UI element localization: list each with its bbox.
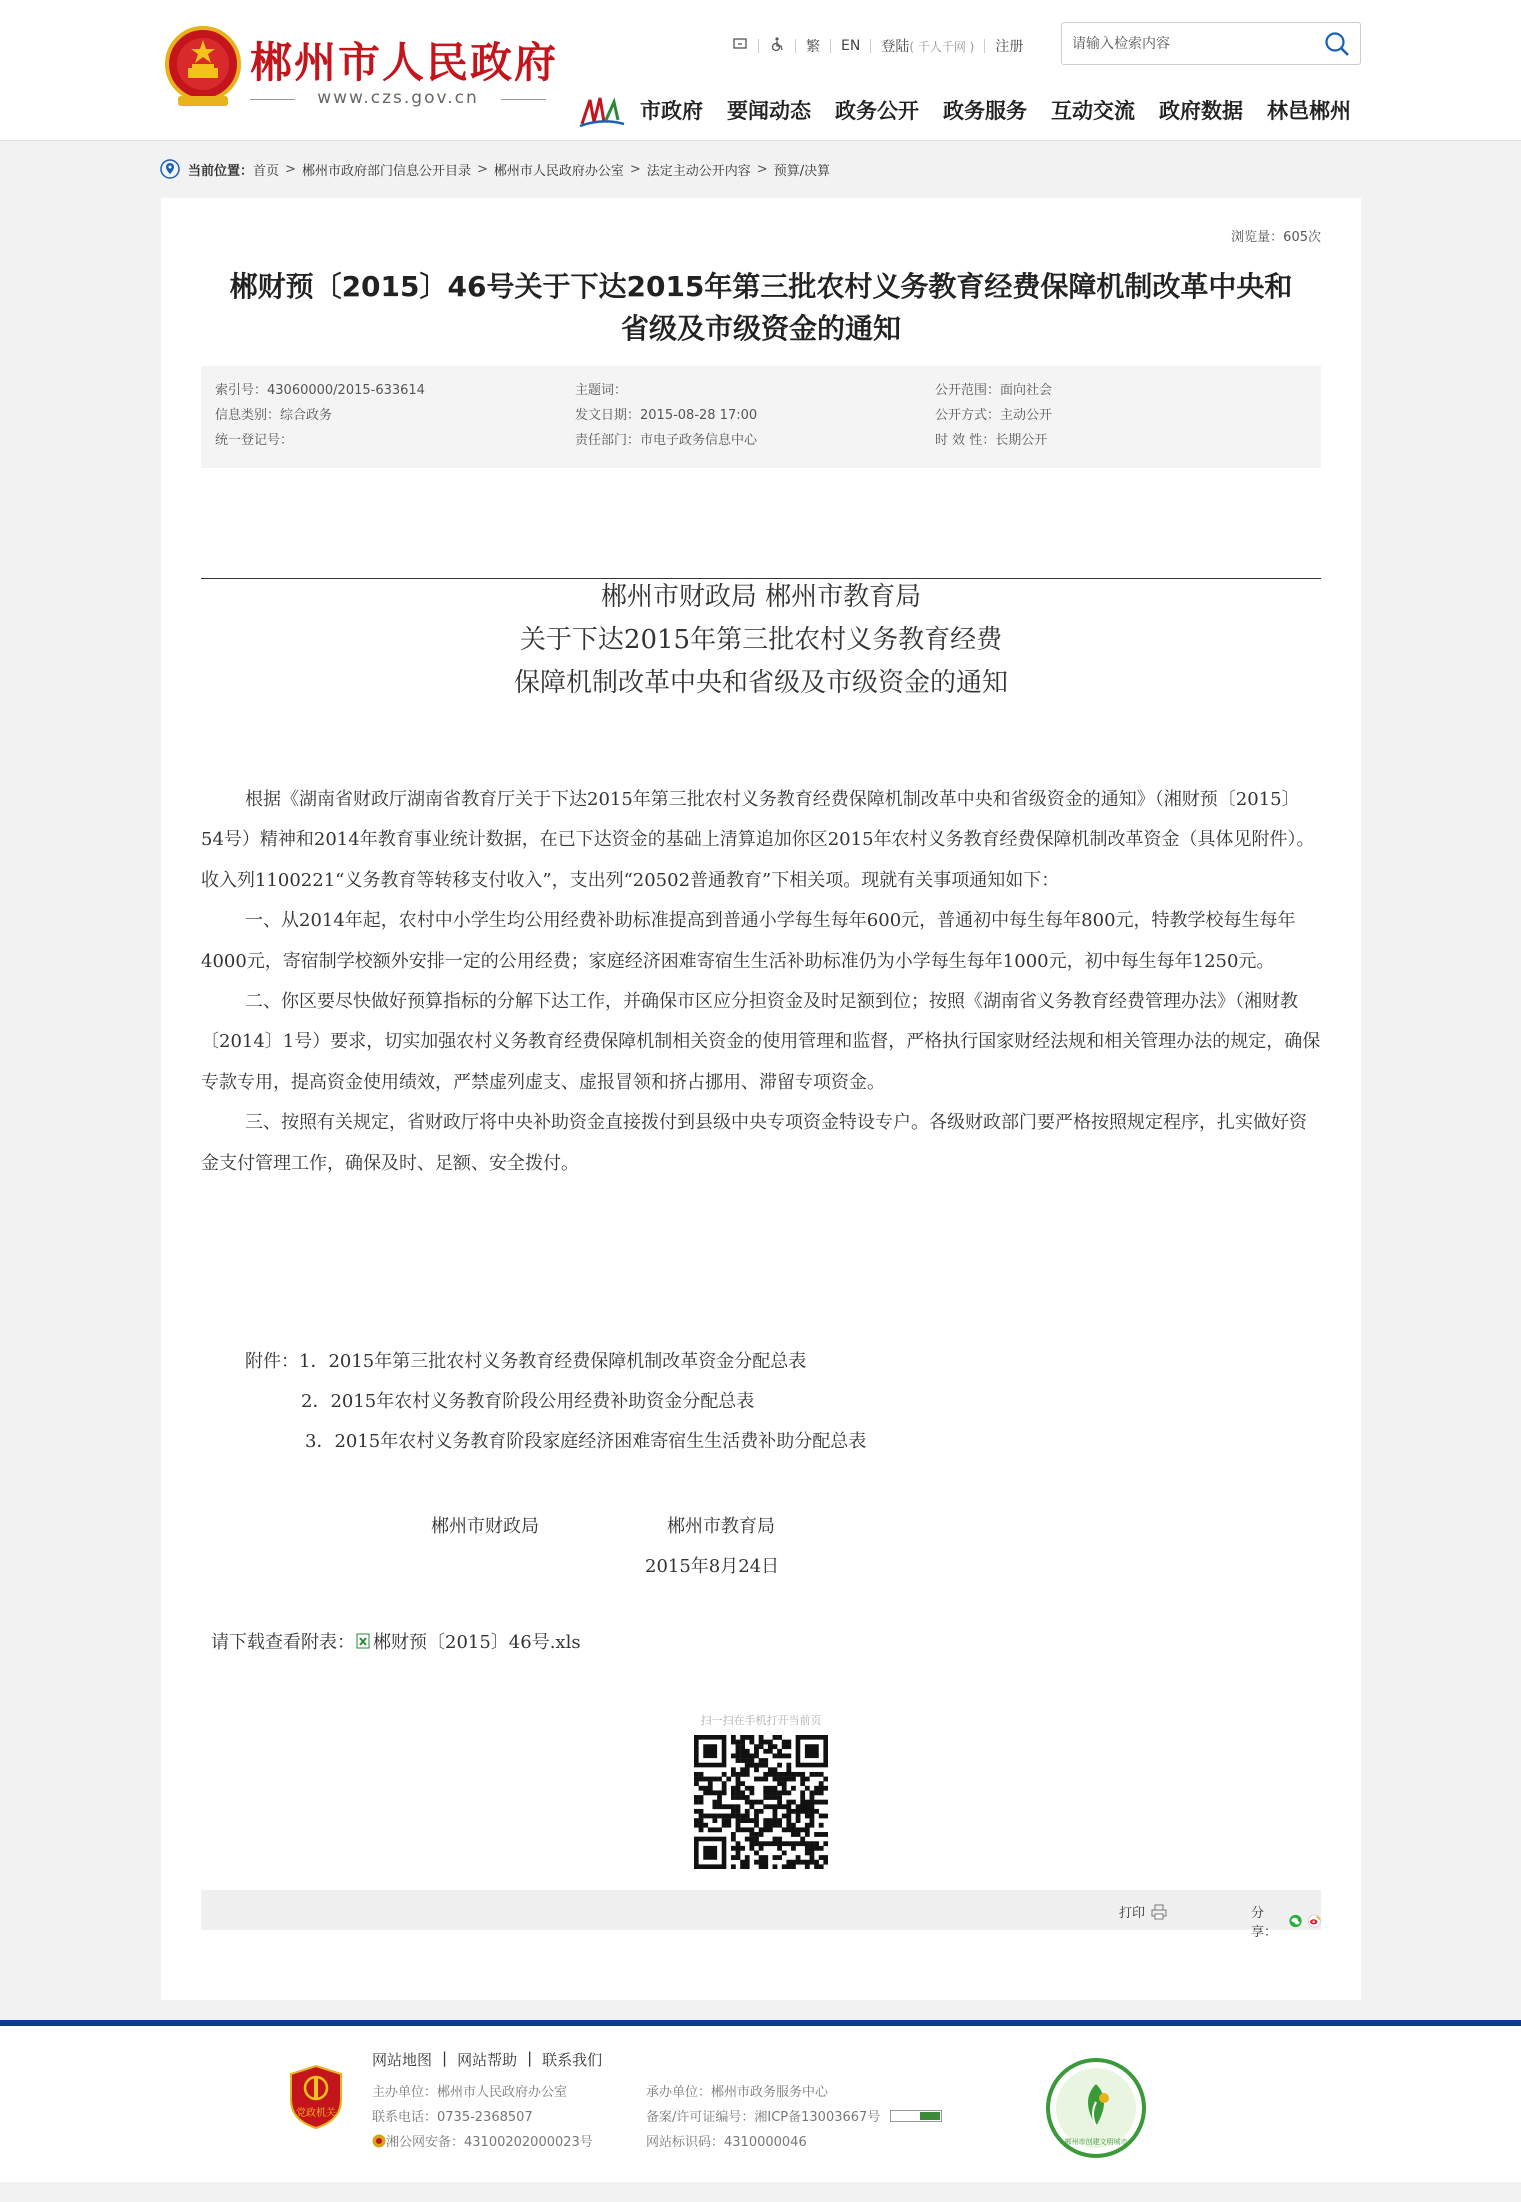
meta-department: 责任部门：市电子政务信息中心 <box>575 433 758 448</box>
wheelchair-icon[interactable] <box>759 36 795 56</box>
site-footer <box>0 2026 1521 2182</box>
nav-item-interaction[interactable]: 互动交流 <box>1051 99 1135 123</box>
breadcrumb-label: 当前位置： <box>188 163 254 179</box>
download-row <box>211 1628 581 1654</box>
document-body <box>201 780 1321 1184</box>
qr-code <box>694 1735 828 1869</box>
footer-host: 主办单位：郴州市人民政府办公室 <box>372 2085 568 2100</box>
paragraph: 根据《湖南省财政厅湖南省教育厅关于下达2015年第三批农村义务教育经费保障机制改革中央和省级资金的通知》（湘财预〔2015〕54号）精神和2014年教育事业统计数据，在已下达资金的基础上清算追加你区2015年农村义务教育经费保障机制改革资金（具体见附件）。收入列1100221“义务教育等转移支付收入”，支出列“20502普通教育”下相关项。现就有关事项通知如下： <box>201 789 1315 891</box>
main-nav <box>640 92 1351 130</box>
excel-file-icon <box>355 1633 371 1649</box>
national-emblem-icon[interactable] <box>164 26 242 112</box>
document-meta <box>201 366 1321 468</box>
search-box <box>1061 22 1361 65</box>
footer-site-id: 网站标识码：4310000046 <box>646 2135 807 2150</box>
divider: | <box>527 2049 533 2067</box>
svg-text:郴州市创建文明城市: 郴州市创建文明城市 <box>1064 2138 1128 2146</box>
printer-icon <box>1151 1904 1167 1920</box>
document-heading: 郴州市财政局 郴州市教育局 关于下达2015年第三批农村义务教育经费 保障机制改革中央和省级及市级资金的通知 <box>513 582 1008 698</box>
weibo-icon[interactable] <box>1308 1913 1321 1929</box>
nav-item-city-government[interactable]: 市政府 <box>640 99 703 123</box>
breadcrumb <box>160 158 830 180</box>
divider: | <box>442 2049 448 2067</box>
breadcrumb-separator: > <box>285 161 296 177</box>
location-pin-icon <box>160 159 180 179</box>
breadcrumb-separator: > <box>629 161 641 177</box>
article-panel <box>161 198 1361 2000</box>
download-file-link[interactable]: 郴财预〔2015〕46号.xls <box>373 1632 581 1653</box>
breadcrumb-home[interactable]: 首页 <box>253 163 280 179</box>
meta-method: 公开方式：主动公开 <box>935 408 1053 423</box>
nav-item-news[interactable]: 要闻动态 <box>727 99 811 123</box>
svg-text:党政机关: 党政机关 <box>296 2108 336 2119</box>
breadcrumb-public-content[interactable]: 法定主动公开内容 <box>646 163 751 179</box>
wechat-icon[interactable] <box>1289 1913 1302 1929</box>
meta-category: 信息类别：综合政务 <box>215 408 333 423</box>
signature-org: 郴州市财政局 <box>431 1516 539 1537</box>
signature-org: 郴州市教育局 <box>667 1516 775 1537</box>
share-bar <box>201 1890 1321 1940</box>
signature-date: 2015年8月24日 <box>645 1556 780 1577</box>
search-icon[interactable] <box>1324 31 1350 57</box>
footer-info-left <box>372 2080 593 2155</box>
footer-links <box>372 2049 602 2070</box>
breadcrumb-separator: > <box>476 161 488 177</box>
footer-organizer: 承办单位：郴州市政务服务中心 <box>646 2085 829 2100</box>
meta-scope: 公开范围：面向社会 <box>935 383 1053 398</box>
traditional-chinese-link[interactable]: 繁 <box>806 39 820 55</box>
party-gov-badge-icon[interactable] <box>289 2064 343 2130</box>
meta-reg-no: 统一登记号： <box>215 433 294 448</box>
accessibility-icon[interactable] <box>722 36 758 56</box>
nav-item-government-affairs[interactable]: 政务公开 <box>835 99 919 123</box>
view-count: 浏览量：605次 <box>1231 230 1321 245</box>
top-toolbar <box>722 34 1033 58</box>
search-input[interactable] <box>1062 23 1302 64</box>
english-link[interactable]: EN <box>841 38 861 54</box>
footer-info-right <box>646 2080 942 2155</box>
register-link[interactable]: 注册 <box>995 39 1024 55</box>
footer-link-contact[interactable]: 联系我们 <box>542 2051 603 2069</box>
meta-index-no: 索引号：43060000/2015-633614 <box>215 383 425 398</box>
login-link[interactable]: 登陆( 千人千网 ) <box>881 39 975 55</box>
page-title: 郴财预〔2015〕46号关于下达2015年第三批农村义务教育经费保障机制改革中央和 省级及市级资金的通知 <box>229 270 1293 345</box>
nav-item-linyi-chenzhou[interactable]: 林邑郴州 <box>1267 99 1351 123</box>
footer-icp[interactable]: 备案/许可证编号：湘ICP备13003667号 <box>646 2105 942 2130</box>
site-url: www.czs.gov.cn <box>250 88 546 108</box>
site-title[interactable]: 郴州市人民政府 <box>250 38 559 87</box>
paragraph: 一、从2014年起，农村中小学生均公用经费补助标准提高到普通小学每生每年600元，普通初中每生每年800元，特教学校每生每年4000元，寄宿制学校额外安排一定的公用经费；家庭经济困难寄宿生生活补助标准仍为小学每生每年1000元，初中每生每年1250元。 <box>201 910 1296 972</box>
certificate-badge-icon <box>890 2110 942 2122</box>
meta-validity: 时 效 性：长期公开 <box>935 433 1048 448</box>
attachment-item: 附件：1．2015年第三批农村义务教育经费保障机制改革资金分配总表 <box>245 1351 807 1372</box>
paragraph: 二、你区要尽快做好预算指标的分解下达工作，并确保市区应分担资金及时足额到位；按照《湖南省义务教育经费管理办法》（湘财教〔2014〕1号）要求，切实加强农村义务教育经费保障机制相关资金的使用管理和监督，严格执行国家财经法规和相关管理办法的规定，确保专款专用，提高资金使用绩效，严禁虚列虚支、虚报冒领和挤占挪用、滞留专项资金。 <box>201 991 1321 1093</box>
nav-item-services[interactable]: 政务服务 <box>943 99 1027 123</box>
print-button[interactable]: 打印 <box>1119 1902 1167 1921</box>
nav-item-government-data[interactable]: 政府数据 <box>1159 99 1243 123</box>
attachment-item: 2．2015年农村义务教育阶段公用经费补助资金分配总表 <box>301 1391 755 1412</box>
share-group: 分享： <box>1251 1902 1321 1940</box>
footer-police[interactable]: 湘公网安备：43100202000023号 <box>372 2130 593 2155</box>
meta-keywords: 主题词： <box>575 383 628 398</box>
footer-phone: 联系电话：0735-2368507 <box>372 2110 533 2125</box>
download-label: 请下载查看附表： <box>211 1632 355 1653</box>
breadcrumb-budget[interactable]: 预算/决算 <box>773 163 831 179</box>
nav-logo-icon <box>576 92 628 132</box>
breadcrumb-separator: > <box>756 161 768 177</box>
police-badge-icon <box>372 2134 386 2148</box>
footer-link-sitemap[interactable]: 网站地图 <box>372 2051 433 2069</box>
site-header <box>0 0 1521 141</box>
paragraph: 三、按照有关规定，省财政厅将中央补助资金直接拨付到县级中央专项资金特设专户。各级财政部门要严格按照规定程序，扎实做好资金支付管理工作，确保及时、足额、安全拨付。 <box>201 1112 1307 1174</box>
attachment-item: 3．2015年农村义务教育阶段家庭经济困难寄宿生生活费补助分配总表 <box>305 1431 867 1452</box>
breadcrumb-catalog[interactable]: 郴州市政府部门信息公开目录 <box>301 163 471 179</box>
breadcrumb-office[interactable]: 郴州市人民政府办公室 <box>493 163 624 179</box>
civilized-city-badge-icon[interactable] <box>1046 2058 1146 2158</box>
meta-issue-date: 发文日期：2015-08-28 17:00 <box>575 408 758 423</box>
qr-caption: 扫一扫在手机打开当前页 <box>700 1714 822 1727</box>
footer-link-help[interactable]: 网站帮助 <box>457 2051 518 2069</box>
